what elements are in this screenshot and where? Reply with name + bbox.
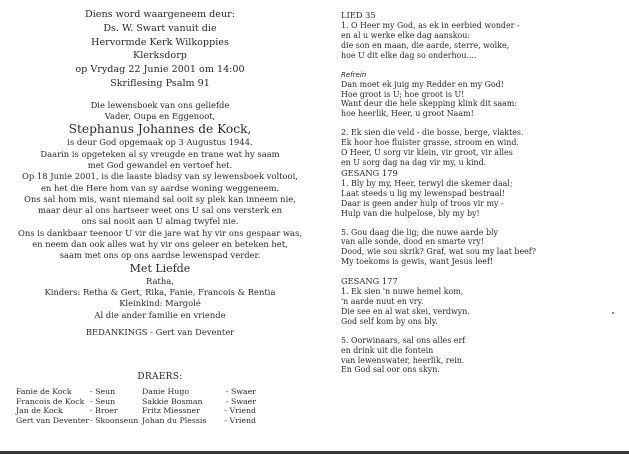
bearer-name: Johan du Plessis bbox=[142, 415, 207, 425]
verse-line: 1. Bly by my, Heer, terwyl die skemer daal; bbox=[341, 178, 513, 188]
verse-line: die son en maan, die aarde, sterre, wolke, bbox=[341, 40, 510, 50]
verse-line: hoe heerlik, Heer, u groot Naam! bbox=[341, 109, 474, 119]
verse-line: Dood, wie sou skrik? Graf, wat sou my laat beef? bbox=[341, 247, 536, 257]
verse-line: van lewenswater, heerlik, rein. bbox=[341, 355, 465, 365]
hymn-verse bbox=[341, 128, 621, 168]
verse-line: 5. Oorwinaars, sal ons alles erf bbox=[341, 335, 466, 345]
table-row bbox=[16, 416, 256, 426]
verse-line: 'n aarde nuut en vry. bbox=[341, 297, 424, 307]
verse-line: hoe U dit elke dag so onderhou.... bbox=[341, 50, 477, 60]
bearer-name: Gert van Deventer bbox=[16, 415, 90, 425]
verse-line: en U sorg dag na dag vir my, u kind. bbox=[341, 157, 487, 167]
hymn-verse bbox=[341, 287, 621, 327]
scan-speck bbox=[612, 312, 614, 314]
verse-line: 1. Ek sien 'n nuwe hemel kom, bbox=[341, 287, 464, 297]
service-line: Hervormde Kerk Wilkoppies bbox=[91, 36, 229, 48]
verse-line: en drink uit die fontein bbox=[341, 345, 434, 355]
refrain-text bbox=[341, 80, 621, 120]
bio-line: met God gewandel en vertoef het. bbox=[87, 159, 233, 170]
verse-line: God self kom by ons bly. bbox=[341, 316, 438, 326]
bearer-name: Sakkie Bosman bbox=[142, 396, 203, 406]
family-list bbox=[12, 276, 308, 321]
verse-line: Laat steeds u lig my lewenspad bestraal! bbox=[341, 188, 506, 198]
intro-text bbox=[12, 100, 308, 123]
bearer-relation: - Swaer bbox=[225, 387, 256, 396]
bio-line: maar deur al ons hartseer weet ons U sal ons versterk en bbox=[38, 205, 282, 216]
service-details bbox=[12, 8, 308, 91]
verse-line: Want deur die hele skepping klink dit saam: bbox=[341, 99, 517, 109]
bio-line: ons sal nooit aan U almag twyfel nie. bbox=[81, 216, 239, 227]
bearer-name: Danie Hugo bbox=[142, 387, 190, 396]
bio-line: en het die Here hom van sy aardse woning weggeneem. bbox=[40, 182, 280, 193]
refrain-label: Refrein bbox=[341, 70, 367, 79]
hymn-verse bbox=[341, 336, 621, 376]
verse-line: O Heer, U sorg vir klein, vir groot, vir alles bbox=[341, 148, 513, 158]
verse-line: Die see en al wat skei, verdwyn. bbox=[341, 306, 470, 316]
service-line: Diens word waargeneem deur: bbox=[85, 9, 235, 20]
bearer-name: Jan de Kock bbox=[16, 406, 63, 415]
service-line: Ds. W. Swart vanuit die bbox=[103, 22, 217, 34]
intro-line: Vader, Oupa en Eggenoot, bbox=[104, 111, 216, 122]
bio-line: is deur God opgemaak op 3 Augustus 1944. bbox=[67, 137, 253, 148]
verse-line: 1. O Heer my God, as ek in eerbied wonder - bbox=[341, 21, 520, 30]
table-row bbox=[16, 397, 256, 407]
bearer-relation: - Seun bbox=[90, 396, 116, 406]
family-line: Kinders: Retha & Gert, Rika, Fanie, Francois & Rentia bbox=[44, 286, 276, 297]
hymn-verse bbox=[341, 179, 621, 219]
bearer-name: Francois de Kock bbox=[16, 396, 85, 406]
bio-line: en neem dan ook alles wat hy vir ons geleer en beteken het, bbox=[32, 239, 288, 250]
pallbearers-heading: DRAERS: bbox=[137, 372, 183, 382]
service-line: Klerksdorp bbox=[133, 50, 187, 62]
hymn-title: GESANG 177 bbox=[341, 276, 398, 287]
verse-line: van alle sonde, dood en smarte vry! bbox=[341, 237, 484, 247]
verse-line: My toekoms is gewis, want Jesus leef! bbox=[341, 257, 494, 267]
verse-line: En God sal oor ons skyn. bbox=[341, 365, 440, 375]
bio-line: Ons is dankbaar teenoor U vir die jare wat hy vir ons gespaar was, bbox=[18, 227, 302, 238]
bearer-relation: - Broer bbox=[90, 406, 118, 415]
pallbearers-table bbox=[16, 387, 256, 425]
hymn-title: GESANG 179 bbox=[341, 167, 398, 178]
met-liefde-heading: Met Liefde bbox=[129, 261, 191, 275]
verse-line: Hoe groot is U; hoe groot is U! bbox=[341, 89, 465, 99]
bio-line: Op 18 Junie 2001, is die laaste bladsy van sy lewensboek voltooi, bbox=[22, 171, 298, 182]
service-line: Skriflesing Psalm 91 bbox=[110, 77, 210, 89]
family-line: Kleinkind: Margolé bbox=[119, 298, 201, 309]
verse-line: Hulp van die hulpelose, bly my by! bbox=[341, 208, 480, 218]
bio-line: Daarin is opgeteken al sy vreugde en trane wat hy saam bbox=[40, 148, 280, 159]
bearer-name: Fritz Miessner bbox=[142, 406, 200, 415]
hymn-verse bbox=[341, 228, 621, 268]
bearer-relation: - Vriend bbox=[224, 415, 256, 425]
family-line: Ratha, bbox=[146, 275, 174, 286]
verse-line: Dan moet ek juig my Redder en my God! bbox=[341, 79, 504, 89]
thanks-line: BEDANKINGS - Gert van Deventer bbox=[85, 326, 235, 337]
service-line: op Vrydag 22 Junie 2001 om 14:00 bbox=[75, 64, 245, 76]
family-line: Al die ander familie en vriende bbox=[94, 309, 226, 320]
deceased-name: Stephanus Johannes de Kock, bbox=[68, 122, 252, 137]
verse-line: 5. Gou daag die lig; die nuwe aarde bly bbox=[341, 227, 499, 237]
verse-line: Daar is geen ander hulp of troos vir my - bbox=[341, 198, 504, 208]
biography-text bbox=[12, 137, 308, 261]
right-column bbox=[341, 10, 621, 375]
intro-line: Die lewensboek van ons geliefde bbox=[90, 99, 230, 110]
bearer-relation: - Swaer bbox=[225, 396, 256, 406]
bearer-name: Fanie de Kock bbox=[16, 387, 72, 396]
hymn-verse bbox=[341, 21, 621, 61]
bearer-relation: - Seun bbox=[90, 387, 116, 396]
verse-line: 2. Ek sien die veld - die bosse, berge, vlaktes. bbox=[341, 128, 524, 138]
hymn-title: LIED 35 bbox=[341, 10, 376, 20]
verse-line: en al u werke elke dag aanskou: bbox=[341, 30, 471, 40]
bearer-relation: - Skoonseun bbox=[90, 415, 139, 425]
table-row bbox=[16, 387, 256, 397]
table-row bbox=[16, 406, 256, 416]
left-column bbox=[12, 8, 308, 338]
bio-line: saam met ons op ons aardse lewenspad verder. bbox=[59, 250, 261, 261]
bio-line: Ons sal hom mis, want niemand sal ooit sy plek kan inneem nie, bbox=[24, 193, 296, 204]
bearer-relation: - Vriend bbox=[224, 406, 256, 415]
verse-line: Ek hoor hoe fluister grasse, stroom en wind. bbox=[341, 138, 519, 148]
